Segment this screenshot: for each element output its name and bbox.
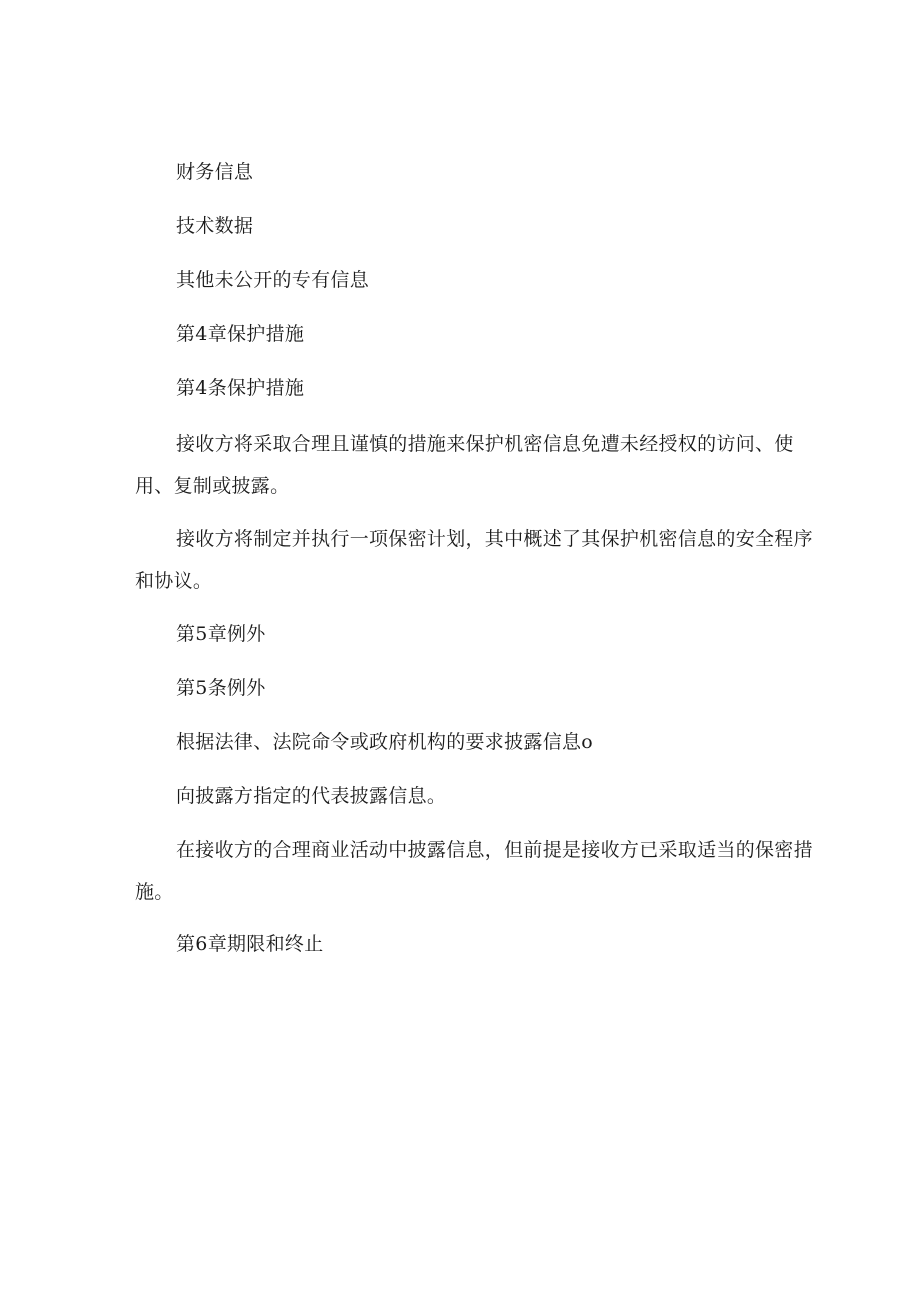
paragraph-4-1-line-1: 接收方将采取合理且谨慎的措施来保护机密信息免遭未经授权的访问、使 — [176, 433, 794, 455]
list-item-other-proprietary-info: 其他未公开的专有信息 — [176, 269, 370, 291]
article-4-heading: 第4条保护措施 — [176, 377, 305, 399]
paragraph-4-2-line-2: 和协议。 — [135, 570, 213, 592]
exception-item-1: 根据法律、法院命令或政府机构的要求披露信息o — [176, 731, 594, 753]
paragraph-4-2-line-1: 接收方将制定并执行一项保密计划，其中概述了其保护机密信息的安全程序 — [176, 528, 813, 550]
list-item-financial-info: 财务信息 — [176, 161, 254, 183]
chapter-4-heading: 第4章保护措施 — [176, 323, 305, 345]
list-item-technical-data: 技术数据 — [176, 215, 254, 237]
paragraph-4-1-line-2: 用、复制或披露。 — [135, 475, 290, 497]
exception-item-3-line-2: 施。 — [135, 881, 174, 903]
article-5-heading: 第5条例外 — [176, 677, 266, 699]
chapter-5-heading: 第5章例外 — [176, 623, 266, 645]
exception-item-3-line-1: 在接收方的合理商业活动中披露信息，但前提是接收方已采取适当的保密措 — [176, 839, 813, 861]
chapter-6-heading: 第6章期限和终止 — [176, 933, 324, 955]
exception-item-2: 向披露方指定的代表披露信息。 — [176, 785, 447, 807]
